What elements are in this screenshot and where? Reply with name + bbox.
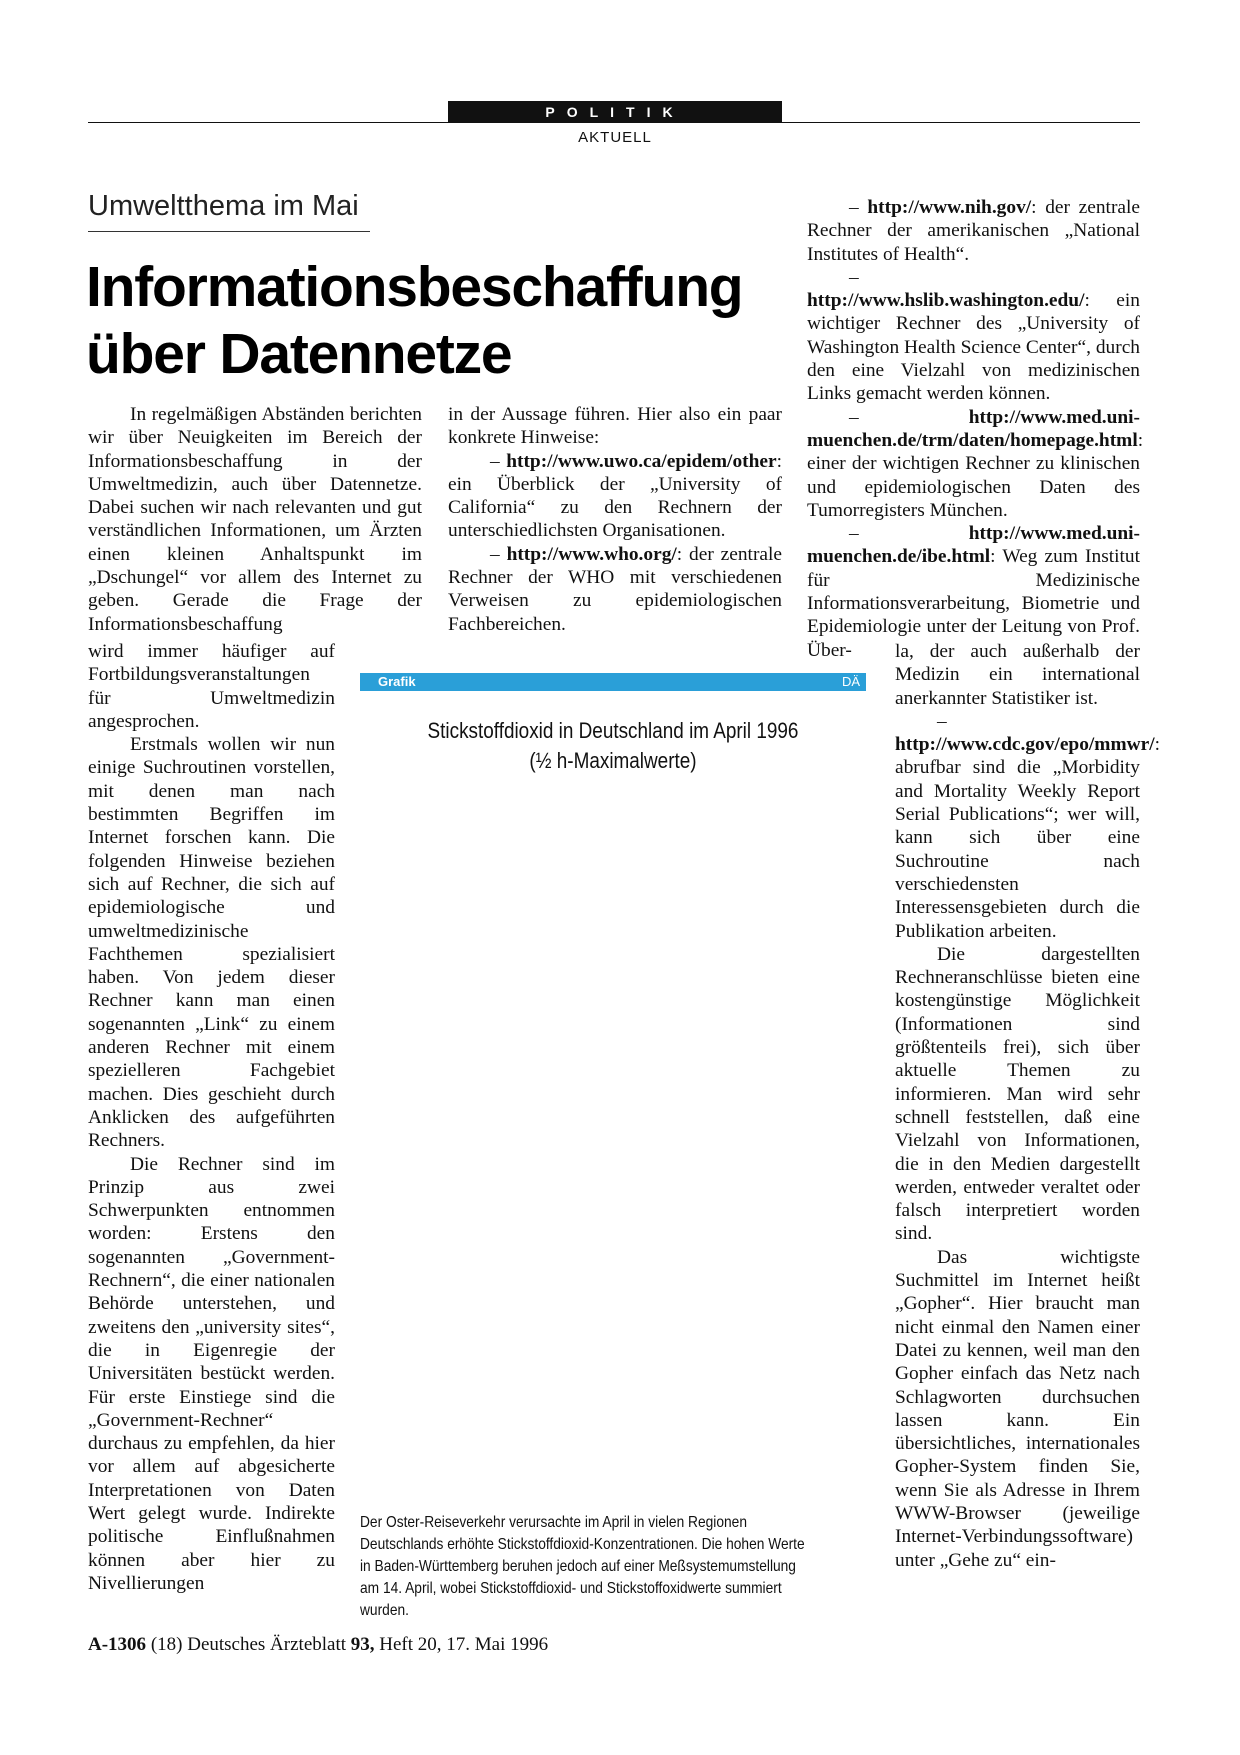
footer-volume: 93, [350,1634,375,1655]
url-uwo[interactable]: http://www.uwo.ca/epidem/other [506,450,777,472]
url-hslib[interactable]: http://www.hslib.washington.edu/ [807,290,1085,312]
link-item-uwo: – http://www.uwo.ca/epidem/other: ein Überblick der „University of California“ zu den Rechnern der unterschiedlichsten Organisationen. [448,450,782,542]
headline [86,254,806,388]
paragraph-rechner: Die Rechner sind im Prinzip aus zwei Schwerpunkten entnommen worden: Erstens den sogenannten „Government-Rechnern“, die einer nationalen Behörde unterstehen, und zweitens den „university sites“, die in Eigenregie der Universitäten bestückt werden. Für erste Einstiege sind die „Government-Rechner“ durchaus zu empfehlen, da hier vor allem auf abgesicherte Interpretationen von Daten Wert gelegt wurde. Indirekte politische Einflußnahmen können aber hier zu Nivellierungen [88,1153,335,1594]
figure-title-line-1: Stickstoffdioxid in Deutschland im April 1996 [427,718,799,743]
url-cdc[interactable]: http://www.cdc.gov/epo/mmwr/ [895,734,1155,756]
url-nih[interactable]: http://www.nih.gov/ [867,197,1032,218]
column-3-narrow [895,640,1160,1572]
paragraph-hinweise-intro: in der Aussage führen. Hier also ein paar konkrete Hinweise: [448,404,782,449]
link-item-who: – http://www.who.org/: der zentrale Rechner der WHO mit verschiedenen Verweisen zu epidemiologischen Fachbereichen. [448,543,782,635]
headline-line-1: Informationsbeschaffung [86,255,743,319]
link-item-cdc: – http://www.cdc.gov/epo/mmwr/: abrufbar sind die „Morbidity and Mortality Weekly Report Serial Publications“; wer will, kann sich über eine Suchroutine nach verschiedensten Interessensgebieten durch die Publikation arbeiten. [895,710,1160,942]
paragraph-ibe-continued: la, der auch außerhalb der Medizin ein international anerkannter Statistiker ist. [895,641,1140,709]
figure-title [395,716,830,776]
paragraph-gopher: Das wichtigste Suchmittel im Internet heißt „Gopher“. Hier braucht man nicht einmal den Namen einer Datei zu kennen, weil man den Gopher einfach das Netz nach Schlagworten durchsuchen lassen kann. Ein übersichtliches, internationales Gopher-System finden Sie, wenn Sie als Adresse in Ihrem WWW-Browser (jeweilige Internet-Verbindungssoftware) unter „Gehe zu“ ein- [895,1246,1140,1571]
url-who[interactable]: http://www.who.org/ [506,543,677,565]
column-1-top [88,403,422,636]
headline-line-2: über Datennetze [86,322,512,386]
page-number: A-1306 [88,1634,147,1655]
figure-caption: Der Oster-Reiseverkehr verursachte im April in vielen Regionen Deutschlands erhöhte Stickstoffdioxid-Konzentrationen. Die hohen Werte in Baden-Württemberg beruhen jedoch auf einer Meßsystemumstellung am 14. April, wobei Stickstoffdioxid- und Stickstoffoxidwerte summiert wurden. [360,1514,805,1619]
link-item-nih: – http://www.nih.gov/: der zentrale Rechner der amerikanischen „National Institutes of Health“. [807,197,1140,265]
column-1-narrow [88,640,335,1595]
paragraph-intro-continued: wird immer häufiger auf Fortbildungsveranstaltungen für Umweltmedizin angesprochen. [88,641,335,732]
footer-issue-prefix: (18) Deutsches Ärzteblatt [150,1634,347,1655]
footer-issue-suffix: Heft 20, 17. Mai 1996 [379,1634,549,1655]
kicker-rule [88,231,370,232]
figure-image-area [360,790,866,1490]
link-item-tumorregister: – http://www.med.uni-muenchen.de/trm/daten/homepage.html: einer der wichtigen Rechner zu klinischen und epidemiologischen Daten des Tumorregisters München. [807,406,1144,521]
column-3-top [807,196,1144,662]
figure-label: Grafik [378,674,416,689]
figure-source: DÄ [841,674,860,689]
paragraph-intro: In regelmäßigen Abständen berichten wir über Neuigkeiten im Bereich der Informationsbeschaffung in der Umweltmedizin, auch über Datennetze. Dabei suchen wir nach relevanten und gut verständlichen Informationen, um Ärzten einen kleinen Anhaltspunkt im „Dschungel“ vor allem des Internet zu geben. Gerade die Frage der Informationsbeschaffung [88,404,422,635]
paragraph-suchroutinen: Erstmals wollen wir nun einige Suchroutinen vorstellen, mit denen man nach bestimmten Begriffen im Internet forschen kann. Die folgenden Hinweise beziehen sich auf Rechner, die sich auf epidemiologische und umweltmedizinische Fachthemen spezialisiert haben. Von jedem dieser Rechner kann man einen sogenannten „Link“ zu einem anderen Rechner mit einem spezielleren Fachgebiet machen. Dies geschieht durch Anklicken des aufgeführten Rechners. [88,734,335,1152]
paragraph-rechneranschluesse: Die dargestellten Rechneranschlüsse bieten eine kostengünstige Möglichkeit (Informationen sind größtenteils frei), sich über aktuelle Themen zu informieren. Man wird sehr schnell feststellen, daß eine Vielzahl von Informationen, die in den Medien dargestellt werden, entweder veraltet oder falsch interpretiert worden sind. [895,943,1140,1245]
link-item-hslib: – http://www.hslib.washington.edu/: ein wichtiger Rechner des „University of Washington Health Science Center“, durch den eine Vielzahl von medizinischen Links gemacht werden können. [807,266,1140,405]
page-footer [88,1634,548,1656]
kicker: Umweltthema im Mai [88,190,359,222]
section-label: POLITIK [448,101,782,123]
subsection-label: AKTUELL [578,129,652,146]
figure-title-line-2: (½ h-Maximalwerte) [529,748,697,773]
url-tumorregister[interactable]: http://www.med.uni-muenchen.de/trm/daten/homepage.html [807,406,1140,451]
url-ibe[interactable]: http://www.med.uni-muenchen.de/ibe.html [807,523,1140,568]
header-rule [88,122,1140,123]
figure-header-bar [360,673,866,691]
link-item-ibe: – http://www.med.uni-muenchen.de/ibe.html: Weg zum Institut für Medizinische Informationsverarbeitung, Biometrie und Epidemiologie unter der Leitung von Prof. Über- [807,523,1140,661]
column-2 [448,403,782,636]
